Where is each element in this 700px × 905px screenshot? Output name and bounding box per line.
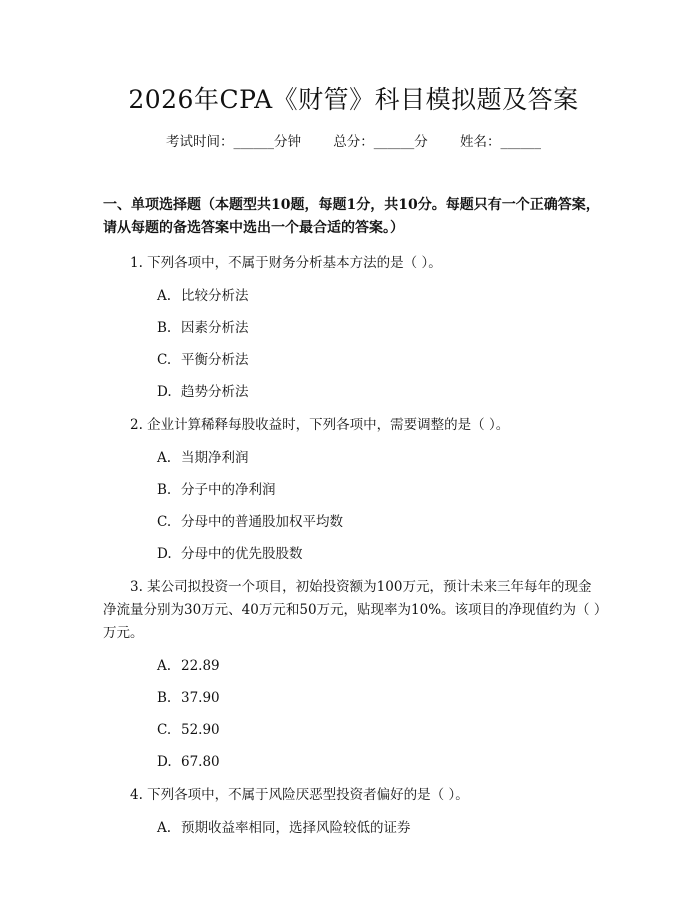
question-3-option-c (103, 720, 604, 740)
question-1-option-a (103, 286, 604, 306)
section-heading: 一、单项选择题（本题型共10题，每题1分，共10分。每题只有一个正确答案，请从每题的备选答案中选出一个最合适的答案。） (103, 197, 600, 236)
option-letter: A. (157, 658, 172, 674)
option-letter: B. (157, 690, 172, 706)
option-text: 67.80 (181, 754, 220, 770)
option-letter: A. (157, 820, 172, 836)
option-letter: A. (157, 450, 172, 466)
option-letter: D. (157, 384, 172, 400)
option-text: 当期净利润 (181, 450, 249, 466)
option-text: 比较分析法 (181, 288, 249, 304)
option-text: 22.89 (181, 658, 220, 674)
option-text: 分母中的优先股股数 (181, 546, 303, 562)
question-3-options (103, 656, 604, 772)
question-4: 4. 下列各项中，不属于风险厌恶型投资者偏好的是（ ）。 (130, 787, 469, 803)
option-letter: C. (157, 514, 172, 530)
option-text: 因素分析法 (181, 320, 249, 336)
option-text: 趋势分析法 (181, 384, 249, 400)
question-3-option-a (103, 656, 604, 676)
question-3: 3. 某公司拟投资一个项目，初始投资额为100万元，预计未来三年每年的现金净流量分别为30万元、40万元和50万元，贴现率为10%。该项目的净现值约为（ ）万元。 (103, 579, 601, 641)
option-text: 37.90 (181, 690, 220, 706)
question-2: 2. 企业计算稀释每股收益时，下列各项中，需要调整的是（ ）。 (130, 417, 510, 433)
question-1-option-b (103, 318, 604, 338)
question-2-option-a (103, 448, 604, 468)
option-letter: A. (157, 288, 172, 304)
page-title: 2026年CPA《财管》科目模拟题及答案 (128, 85, 579, 114)
question-3-option-d (103, 752, 604, 772)
option-text: 52.90 (181, 722, 220, 738)
question-1-options (103, 286, 604, 402)
question-4-options (103, 818, 604, 838)
option-text: 分母中的普通股加权平均数 (181, 514, 343, 530)
question-2-option-b (103, 480, 604, 500)
option-letter: D. (157, 754, 172, 770)
question-1-option-d (103, 382, 604, 402)
option-text: 分子中的净利润 (181, 482, 276, 498)
option-letter: B. (157, 482, 172, 498)
question-2-option-c (103, 512, 604, 532)
question-1-option-c (103, 350, 604, 370)
question-1: 1. 下列各项中，不属于财务分析基本方法的是（ ）。 (130, 255, 442, 271)
exam-time-field: 考试时间：______分钟 (165, 134, 301, 150)
option-letter: B. (157, 320, 172, 336)
question-2-options (103, 448, 604, 564)
option-text: 预期收益率相同，选择风险较低的证券 (181, 820, 411, 836)
question-3-option-b (103, 688, 604, 708)
option-text: 平衡分析法 (181, 352, 249, 368)
total-score-field: 总分：______分 (333, 134, 428, 150)
option-letter: D. (157, 546, 172, 562)
option-letter: C. (157, 722, 172, 738)
question-2-option-d (103, 544, 604, 564)
question-4-option-a (103, 818, 604, 838)
exam-info-line (103, 132, 604, 152)
student-name-field: 姓名：______ (460, 134, 542, 150)
option-letter: C. (157, 352, 172, 368)
